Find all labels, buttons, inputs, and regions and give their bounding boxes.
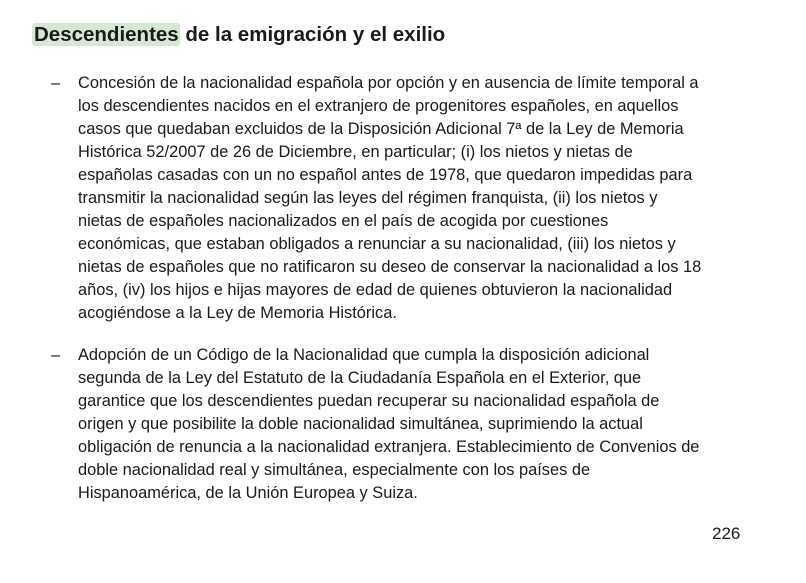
list-item	[51, 344, 758, 505]
text-line: económicas, que estaban obligados a renunciar a su nacionalidad, (iii) los nietos y	[78, 235, 676, 253]
text-line: segunda de la Ley del Estatuto de la Ciudadanía Española en el Exterior, que	[78, 369, 642, 387]
text-line: acogiéndose a la Ley de Memoria Histórica.	[78, 304, 397, 322]
heading-highlighted-word: Descendientes	[34, 23, 179, 46]
list-item-text	[78, 344, 758, 505]
text-line: casos que quedaban excluidos de la Disposición Adicional 7ª de la Ley de Memoria	[78, 120, 684, 138]
text-line: los descendientes nacidos en el extranjero de progenitores españoles, en aquellos	[78, 97, 679, 115]
bullet-dash: –	[51, 346, 61, 364]
page-number: 226	[712, 524, 741, 543]
text-line: Histórica 52/2007 de 26 de Diciembre, en particular; (i) los nietos y nietas de	[78, 143, 633, 161]
text-line: doble nacionalidad real y simultánea, especialmente con los países de	[78, 461, 591, 479]
text-line: Adopción de un Código de la Nacionalidad que cumpla la disposición adicional	[78, 346, 650, 364]
text-line: españolas casadas con un no español antes de 1978, que quedaron impedidas para	[78, 166, 693, 184]
heading-rest: de la emigración y el exilio	[179, 23, 446, 46]
text-line: transmitir la nacionalidad según las leyes del régimen franquista, (ii) los nietos y	[78, 189, 658, 207]
list-item	[51, 72, 758, 325]
text-line: nietas de españoles que no ratificaron su deseo de conservar la nacionalidad a los 18	[78, 258, 702, 276]
text-line: obligación de renuncia a la nacionalidad extranjera. Establecimiento de Convenios de	[78, 438, 700, 456]
text-line: Hispanoamérica, de la Unión Europea y Suiza.	[78, 484, 418, 502]
text-line: garantice que los descendientes puedan recuperar su nacionalidad española de	[78, 392, 660, 410]
bullet-dash: –	[51, 74, 61, 92]
text-line: nietas de españoles nacionalizados en el país de acogida por cuestiones	[78, 212, 609, 230]
list-item-text	[78, 72, 758, 325]
section-heading	[34, 20, 445, 50]
text-line: años, (iv) los hijos e hijas mayores de edad de quienes obtuvieron la nacionalidad	[78, 281, 673, 299]
text-line: Concesión de la nacionalidad española por opción y en ausencia de límite temporal a	[78, 74, 699, 92]
text-line: origen y que posibilite la doble nacionalidad simultánea, suprimiendo la actual	[78, 415, 643, 433]
